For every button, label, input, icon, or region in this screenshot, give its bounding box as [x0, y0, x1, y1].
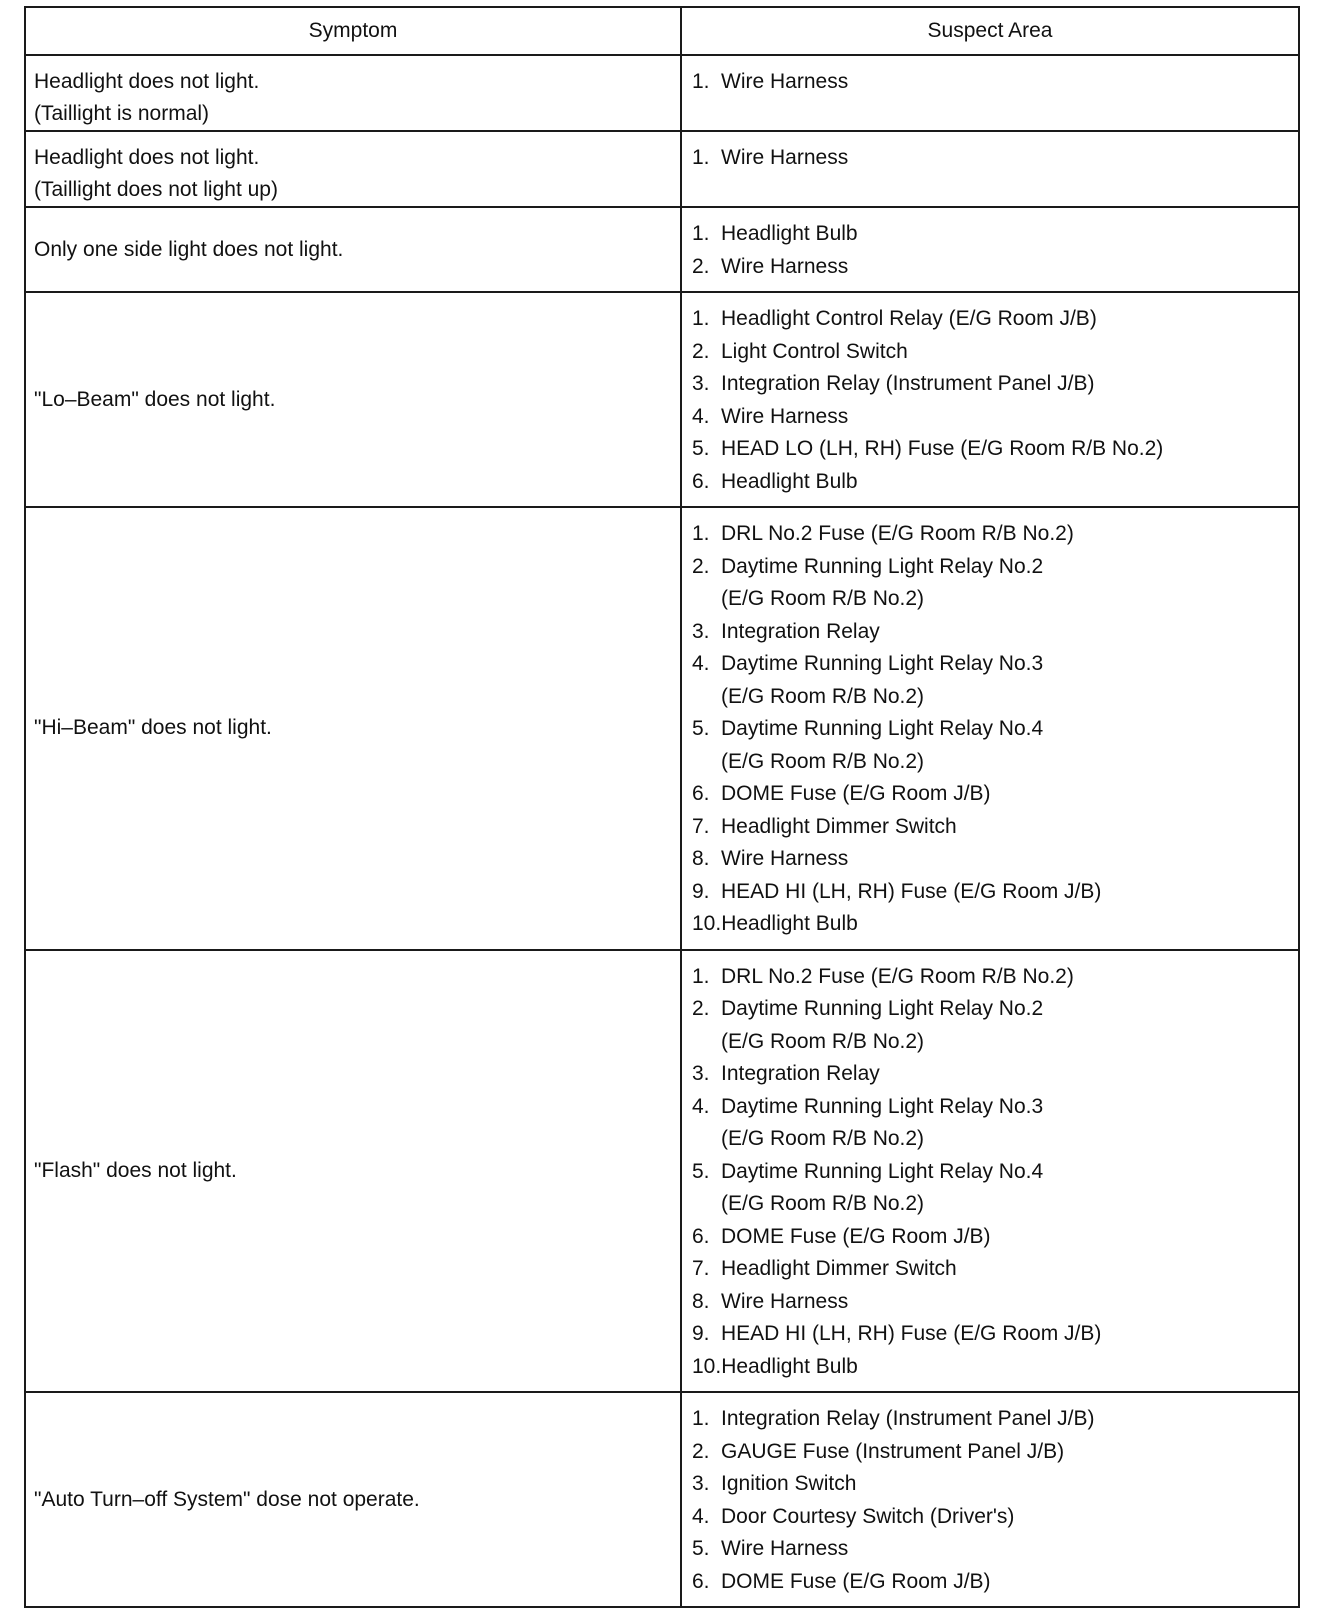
suspect-item [692, 1286, 1298, 1319]
suspect-item-number: 3. [692, 372, 710, 395]
suspect-item [692, 746, 1298, 779]
symptom-text: Headlight does not light. [34, 146, 260, 169]
suspect-item [692, 1403, 1298, 1436]
suspect-item-number: 7. [692, 814, 710, 838]
table-row [25, 292, 1299, 507]
table-header-row [25, 7, 1299, 55]
suspect-item [692, 908, 1298, 941]
suspect-item-text: Headlight Bulb [721, 222, 858, 245]
table-row [25, 1392, 1299, 1607]
suspect-item-number: 3. [692, 1472, 710, 1495]
symptom-text: (Taillight is normal) [34, 102, 210, 125]
suspect-item-text: Wire Harness [721, 70, 849, 93]
suspect-item-text: Headlight Bulb [721, 1354, 858, 1378]
suspect-item [692, 1026, 1298, 1059]
suspect-area-cell [681, 507, 1299, 950]
suspect-item [692, 876, 1298, 909]
suspect-item-text: Wire Harness [721, 1289, 849, 1313]
suspect-item-number: 8. [692, 1289, 710, 1313]
table-row [25, 55, 1299, 131]
symptom-text: Headlight does not light. [34, 70, 260, 93]
suspect-item-text: Integration Relay (Instrument Panel J/B) [721, 372, 1095, 395]
suspect-item [692, 303, 1298, 336]
suspect-item-text: Integration Relay [721, 1062, 880, 1085]
suspect-item-text: DRL No.2 Fuse (E/G Room R/B No.2) [721, 522, 1074, 545]
suspect-item-text: (E/G Room R/B No.2) [721, 1127, 925, 1150]
suspect-item-text: Headlight Bulb [721, 469, 858, 493]
suspect-item-text: Wire Harness [721, 146, 849, 169]
suspect-item-number: 10. [692, 1354, 722, 1378]
suspect-item-text: DOME Fuse (E/G Room J/B) [721, 1224, 991, 1248]
suspect-item-number: 9. [692, 879, 710, 903]
suspect-item [692, 368, 1298, 401]
suspect-item-text: (E/G Room R/B No.2) [721, 1029, 925, 1053]
suspect-item-text: Door Courtesy Switch (Driver's) [721, 1504, 1015, 1528]
suspect-area-cell [681, 950, 1299, 1393]
suspect-area-cell [681, 1392, 1299, 1607]
suspect-item-number: 1. [692, 146, 710, 169]
suspect-item [692, 583, 1298, 616]
suspect-item [692, 648, 1298, 681]
suspect-item [692, 433, 1298, 466]
suspect-item-number: 5. [692, 1537, 710, 1560]
symptom-text: "Flash" does not light. [34, 1158, 237, 1182]
suspect-item [692, 713, 1298, 746]
suspect-item-number: 2. [692, 997, 710, 1020]
symptom-text: (Taillight does not light up) [34, 178, 278, 201]
suspect-item-text: Headlight Bulb [721, 912, 858, 935]
suspect-item [692, 1351, 1298, 1384]
suspect-item-text: Integration Relay (Instrument Panel J/B) [721, 1407, 1095, 1430]
suspect-item-text: Wire Harness [721, 1537, 849, 1560]
suspect-item [692, 1188, 1298, 1221]
suspect-item-text: (E/G Room R/B No.2) [721, 749, 925, 773]
suspect-item-text: Wire Harness [721, 254, 849, 278]
suspect-item-text: Daytime Running Light Relay No.4 [721, 717, 1044, 740]
suspect-item-text: (E/G Room R/B No.2) [721, 684, 925, 708]
suspect-item [692, 961, 1298, 994]
symptom-cell [25, 131, 681, 207]
suspect-item-text: Daytime Running Light Relay No.4 [721, 1159, 1044, 1183]
suspect-item [692, 811, 1298, 844]
table-row [25, 131, 1299, 207]
suspect-item [692, 681, 1298, 714]
suspect-item [692, 1533, 1298, 1566]
suspect-item-number: 2. [692, 254, 710, 278]
suspect-item [692, 401, 1298, 434]
suspect-item-text: DOME Fuse (E/G Room J/B) [721, 1569, 991, 1593]
suspect-area-cell [681, 292, 1299, 507]
suspect-item-number: 1. [692, 522, 710, 545]
suspect-item-text: GAUGE Fuse (Instrument Panel J/B) [721, 1439, 1065, 1463]
troubleshooting-table [24, 6, 1300, 1608]
suspect-item-text: Headlight Dimmer Switch [721, 1257, 957, 1280]
table-body [25, 55, 1299, 1607]
suspect-item [692, 616, 1298, 649]
suspect-item [692, 466, 1298, 499]
symptom-cell [25, 507, 681, 950]
symptom-cell [25, 950, 681, 1393]
suspect-item [692, 66, 1298, 99]
suspect-item-number: 5. [692, 437, 710, 460]
suspect-area-column-header: Suspect Area [681, 7, 1299, 55]
suspect-item-text: HEAD HI (LH, RH) Fuse (E/G Room J/B) [721, 879, 1102, 903]
suspect-item-text: Integration Relay [721, 619, 880, 643]
symptom-cell [25, 1392, 681, 1607]
suspect-area-cell [681, 55, 1299, 131]
suspect-item-text: Daytime Running Light Relay No.3 [721, 652, 1044, 675]
suspect-item-number: 9. [692, 1322, 710, 1345]
symptom-text: Only one side light does not light. [34, 237, 344, 261]
suspect-item [692, 1468, 1298, 1501]
suspect-item [692, 336, 1298, 369]
suspect-area-cell [681, 207, 1299, 292]
suspect-item-number: 1. [692, 222, 710, 245]
symptom-cell [25, 207, 681, 292]
symptom-text: "Lo–Beam" does not light. [34, 387, 276, 411]
symptom-text: "Hi–Beam" does not light. [34, 716, 272, 740]
suspect-item [692, 518, 1298, 551]
suspect-item [692, 251, 1298, 284]
suspect-item [692, 1221, 1298, 1254]
suspect-item-number: 10. [692, 912, 722, 935]
suspect-item [692, 1253, 1298, 1286]
suspect-item [692, 1091, 1298, 1124]
suspect-item-number: 1. [692, 1407, 710, 1430]
suspect-item-number: 5. [692, 717, 710, 740]
suspect-item-text: Daytime Running Light Relay No.3 [721, 1094, 1044, 1118]
suspect-item-number: 4. [692, 404, 710, 428]
suspect-item-text: Headlight Dimmer Switch [721, 814, 957, 838]
suspect-item [692, 778, 1298, 811]
suspect-item [692, 218, 1298, 251]
suspect-item [692, 1123, 1298, 1156]
suspect-item-number: 3. [692, 619, 710, 643]
suspect-area-cell [681, 131, 1299, 207]
suspect-item [692, 843, 1298, 876]
symptom-cell [25, 55, 681, 131]
symptom-cell [25, 292, 681, 507]
symptom-column-header: Symptom [25, 7, 681, 55]
suspect-item-text: Daytime Running Light Relay No.2 [721, 554, 1044, 578]
suspect-item [692, 1156, 1298, 1189]
suspect-item-number: 4. [692, 1504, 710, 1528]
suspect-item-text: DOME Fuse (E/G Room J/B) [721, 782, 991, 805]
symptom-text: "Auto Turn–off System" dose not operate. [34, 1487, 420, 1511]
suspect-item [692, 1501, 1298, 1534]
suspect-item-number: 3. [692, 1062, 710, 1085]
suspect-item-text: HEAD HI (LH, RH) Fuse (E/G Room J/B) [721, 1322, 1102, 1345]
suspect-item [692, 142, 1298, 175]
suspect-item-number: 6. [692, 782, 710, 805]
suspect-item-number: 4. [692, 1094, 710, 1118]
suspect-item-text: Wire Harness [721, 404, 849, 428]
suspect-item-text: (E/G Room R/B No.2) [721, 587, 925, 610]
suspect-item-number: 1. [692, 964, 710, 988]
suspect-item-number: 4. [692, 652, 710, 675]
table-row [25, 507, 1299, 950]
suspect-item-number: 1. [692, 70, 710, 93]
table-row [25, 950, 1299, 1393]
suspect-item [692, 993, 1298, 1026]
suspect-item-text: Daytime Running Light Relay No.2 [721, 997, 1044, 1020]
suspect-item-number: 6. [692, 469, 710, 493]
suspect-item-number: 1. [692, 307, 710, 330]
suspect-item-text: Wire Harness [721, 847, 849, 870]
suspect-item-number: 2. [692, 339, 710, 363]
suspect-item-text: Light Control Switch [721, 339, 908, 363]
suspect-item [692, 551, 1298, 584]
suspect-item-text: Headlight Control Relay (E/G Room J/B) [721, 307, 1097, 330]
suspect-item-text: (E/G Room R/B No.2) [721, 1192, 925, 1215]
table-row [25, 207, 1299, 292]
suspect-item-number: 2. [692, 1439, 710, 1463]
suspect-item-number: 6. [692, 1569, 710, 1593]
suspect-item [692, 1318, 1298, 1351]
suspect-item-number: 2. [692, 554, 710, 578]
suspect-item [692, 1566, 1298, 1599]
suspect-item-number: 5. [692, 1159, 710, 1183]
suspect-item-number: 8. [692, 847, 710, 870]
suspect-item [692, 1436, 1298, 1469]
suspect-item-number: 7. [692, 1257, 710, 1280]
suspect-item-text: Ignition Switch [721, 1472, 857, 1495]
suspect-item [692, 1058, 1298, 1091]
suspect-item-number: 6. [692, 1224, 710, 1248]
suspect-item-text: HEAD LO (LH, RH) Fuse (E/G Room R/B No.2) [721, 437, 1164, 460]
suspect-item-text: DRL No.2 Fuse (E/G Room R/B No.2) [721, 964, 1074, 988]
